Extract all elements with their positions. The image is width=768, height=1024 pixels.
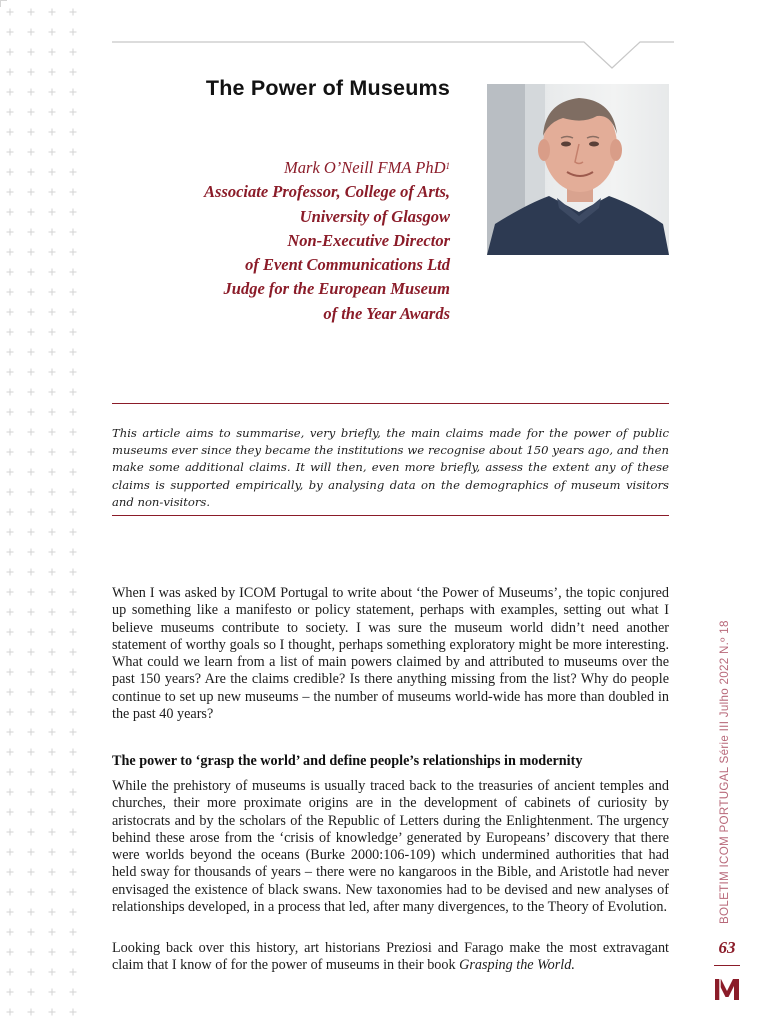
page-number: 63	[718, 938, 736, 957]
decorative-plus-grid	[0, 0, 92, 1024]
footnote-marker: 1	[445, 161, 450, 171]
abstract-bottom-rule	[112, 515, 669, 516]
author-role: Associate Professor, College of Arts,	[204, 182, 450, 202]
author-role: of Event Communications Ltd	[245, 255, 450, 275]
author-block	[150, 156, 450, 326]
author-photo	[487, 84, 669, 255]
author-role: University of Glasgow	[299, 206, 450, 226]
author-role: Judge for the European Museum	[223, 279, 450, 299]
author-name: Mark O’Neill FMA PhD$^1$	[284, 158, 450, 177]
section-heading: The power to ‘grasp the world’ and define people’s relationships in modernity	[112, 753, 583, 769]
body-paragraph-2: While the prehistory of museums is usually traced back to the treasuries of ancient temples and churches, their more proximate origins are in the development of cabinets of curiosity by aristocrats and by the scholars of the Republic of Letters during the Enlightenment. The urgency behind these arose from the ‘crisis of knowledge’ generated by Europeans’ discovery that there were worlds beyond the oceans (Burke 2000:106-109) which undermined authorities that had held sway for thousands of years – there were no kangaroos in the Bible, and Aristotle had never envisaged the existence of black swans. New taxonomies had to be devised and new analyses of relationships developed, in a process that led, after many divergences, to the Theory of Evolution.	[112, 778, 669, 916]
article-title: The Power of Museums	[205, 76, 450, 100]
abstract: This article aims to summarise, very briefly, the main claims made for the power of public museums ever since they became the institutions we recognise about 150 years ago, and then make some additional claims. It will then, even more briefly, assess the extent any of these claims is supported empirically, by analysing data on the demographics of museum visitors and non-visitors.	[112, 426, 669, 509]
body-paragraph-1: When I was asked by ICOM Portugal to write about ‘the Power of Museums’, the topic conjured up something like a manifesto or policy statement, perhaps with examples, setting out what I believe museums contribute to society. I was sure the museum world didn’t need another statement of worthy goals so I thought, perhaps something exploratory might be more interesting. What could we learn from a list of main powers claimed by and attributed to museums over the past 150 years? Are the claims credible? Is there anything missing from the list? Why do people continue to set up new museums – the number of museums world-wide has more than doubled in the past 40 years?	[112, 585, 669, 723]
book-title: Grasping the World.	[459, 957, 575, 974]
author-role: of the Year Awards	[323, 303, 450, 323]
museum-logo-icon	[713, 976, 741, 1002]
top-divider	[112, 30, 674, 70]
journal-running-header: BOLETIM ICOM PORTUGAL Série III Julho 2022 N.º 18	[718, 620, 731, 924]
author-role: Non-Executive Director	[287, 230, 450, 250]
abstract-top-rule	[112, 403, 669, 404]
body-paragraph-3: Looking back over this history, art historians Preziosi and Farago make the most extravagant claim that I know of for the power of museums in their book Grasping the World.	[112, 940, 669, 974]
page-number-rule	[714, 965, 740, 966]
